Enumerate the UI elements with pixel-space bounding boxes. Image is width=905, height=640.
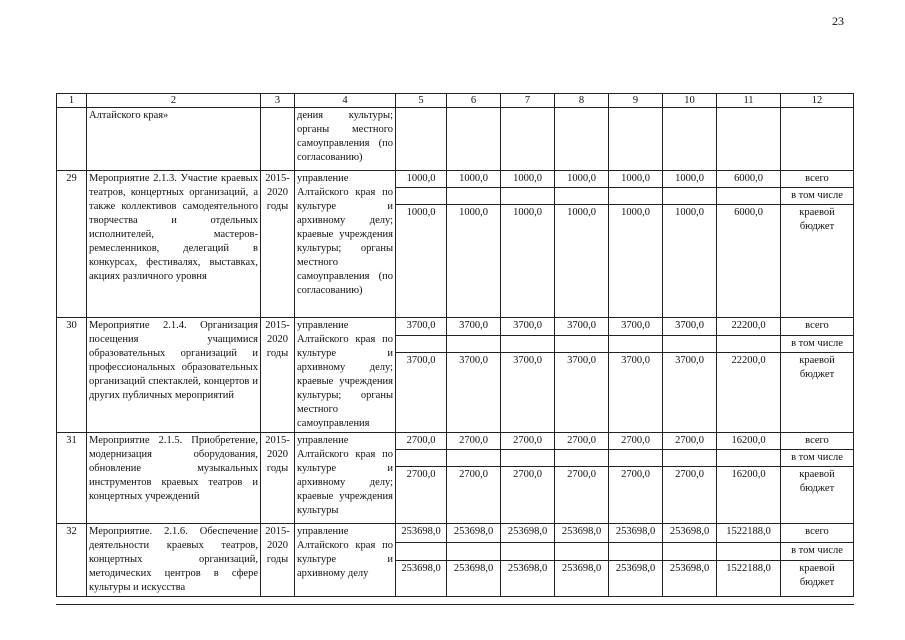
total-value-cell: 3700,0 (447, 318, 501, 336)
header-cell: 4 (295, 94, 396, 108)
empty-cell (501, 108, 555, 171)
measure-years: 2015-2020 годы (261, 171, 295, 318)
total-value-cell: 2700,0 (396, 433, 447, 450)
total-value-cell: 3700,0 (663, 318, 717, 336)
measure-executor: управление Алтайского края по культуре и архивному делу; краевые учреждения культуры (295, 433, 396, 524)
bottom-rule (56, 604, 854, 605)
measure-executor: управление Алтайского края по культуре и архивному делу; краевые учреждения культуры; органы местного самоуправления (295, 318, 396, 433)
total-value-cell: 6000,0 (717, 171, 781, 188)
measure-row-total (57, 318, 854, 336)
header-cell: 6 (447, 94, 501, 108)
empty-cell (609, 335, 663, 353)
including-label: в том числе (781, 542, 854, 561)
measure-executor: управление Алтайского края по культуре и архивному делу; краевые учреждения культуры; органы местного самоуправления (по согласованию) (295, 171, 396, 318)
header-cell: 11 (717, 94, 781, 108)
empty-cell (717, 450, 781, 467)
budget-value-cell: 2700,0 (396, 467, 447, 524)
total-value-cell: 2700,0 (501, 433, 555, 450)
empty-cell (781, 108, 854, 171)
empty-cell (555, 108, 609, 171)
budget-value-cell: 3700,0 (396, 353, 447, 433)
total-value-cell: 1000,0 (501, 171, 555, 188)
empty-cell (663, 335, 717, 353)
empty-cell (663, 450, 717, 467)
empty-cell (609, 188, 663, 205)
header-row (57, 94, 854, 108)
empty-cell (717, 108, 781, 171)
total-value-cell: 22200,0 (717, 318, 781, 336)
total-label: всего (781, 524, 854, 543)
total-value-cell: 253698,0 (555, 524, 609, 543)
total-value-cell: 1000,0 (396, 171, 447, 188)
total-value-cell: 3700,0 (501, 318, 555, 336)
empty-cell (501, 542, 555, 561)
empty-cell (396, 188, 447, 205)
measure-name: Мероприятие 2.1.3. Участие краевых театров, концертных организаций, а также коллективов самодеятельного творчества и отдельных исполнителей, мастеров-ремесленников, делегаций в конкурсах, фестивалях, выставках, акциях различного уровня (87, 171, 261, 318)
total-label: всего (781, 318, 854, 336)
empty-cell (663, 542, 717, 561)
empty-cell (501, 450, 555, 467)
total-value-cell: 3700,0 (396, 318, 447, 336)
total-value-cell: 2700,0 (447, 433, 501, 450)
budget-value-cell: 253698,0 (609, 561, 663, 597)
empty-cell (501, 335, 555, 353)
measure-years: 2015-2020 годы (261, 524, 295, 597)
budget-value-cell: 1000,0 (447, 205, 501, 318)
empty-cell (396, 335, 447, 353)
continuation-executor: дения культуры; органы местного самоуправления (по согласованию) (295, 108, 396, 171)
budget-label: краевой бюджет (781, 561, 854, 597)
empty-cell (609, 450, 663, 467)
budget-label: краевой бюджет (781, 353, 854, 433)
total-value-cell: 253698,0 (447, 524, 501, 543)
budget-value-cell: 2700,0 (447, 467, 501, 524)
empty-cell (717, 542, 781, 561)
budget-value-cell: 3700,0 (663, 353, 717, 433)
total-value-cell: 16200,0 (717, 433, 781, 450)
total-value-cell: 253698,0 (396, 524, 447, 543)
measure-number: 29 (57, 171, 87, 318)
budget-value-cell: 253698,0 (447, 561, 501, 597)
total-value-cell: 1522188,0 (717, 524, 781, 543)
total-value-cell: 253698,0 (609, 524, 663, 543)
budget-value-cell: 16200,0 (717, 467, 781, 524)
budget-value-cell: 253698,0 (663, 561, 717, 597)
table-body (57, 94, 854, 597)
empty-cell (717, 335, 781, 353)
header-cell: 3 (261, 94, 295, 108)
empty-cell (717, 188, 781, 205)
empty-cell (396, 450, 447, 467)
measure-number: 30 (57, 318, 87, 433)
measure-number: 31 (57, 433, 87, 524)
budget-value-cell: 1522188,0 (717, 561, 781, 597)
budget-value-cell: 3700,0 (555, 353, 609, 433)
empty-cell (609, 108, 663, 171)
including-label: в том числе (781, 450, 854, 467)
budget-value-cell: 2700,0 (501, 467, 555, 524)
empty-cell (396, 108, 447, 171)
budget-label: краевой бюджет (781, 205, 854, 318)
total-value-cell: 1000,0 (609, 171, 663, 188)
measure-name: Мероприятие. 2.1.6. Обеспечение деятельности краевых театров, концертных организаций, методических центров в сфере культуры и искусства (87, 524, 261, 597)
header-cell: 9 (609, 94, 663, 108)
continuation-years-cell (261, 108, 295, 171)
measure-number: 32 (57, 524, 87, 597)
budget-value-cell: 22200,0 (717, 353, 781, 433)
empty-cell (396, 542, 447, 561)
including-label: в том числе (781, 335, 854, 353)
continuation-name: Алтайского края» (87, 108, 261, 171)
header-cell: 8 (555, 94, 609, 108)
measure-years: 2015-2020 годы (261, 433, 295, 524)
total-value-cell: 2700,0 (555, 433, 609, 450)
empty-cell (501, 188, 555, 205)
budget-value-cell: 253698,0 (396, 561, 447, 597)
empty-cell (447, 188, 501, 205)
empty-cell (555, 335, 609, 353)
budget-value-cell: 1000,0 (663, 205, 717, 318)
budget-value-cell: 1000,0 (501, 205, 555, 318)
total-value-cell: 2700,0 (609, 433, 663, 450)
budget-value-cell: 2700,0 (555, 467, 609, 524)
total-value-cell: 253698,0 (663, 524, 717, 543)
total-value-cell: 1000,0 (663, 171, 717, 188)
empty-cell (447, 335, 501, 353)
budget-value-cell: 3700,0 (609, 353, 663, 433)
page-number: 23 (832, 14, 844, 28)
total-value-cell: 253698,0 (501, 524, 555, 543)
budget-value-cell: 1000,0 (555, 205, 609, 318)
measure-row-total (57, 171, 854, 188)
empty-cell (555, 188, 609, 205)
continuation-num-cell (57, 108, 87, 171)
including-label: в том числе (781, 188, 854, 205)
budget-value-cell: 2700,0 (609, 467, 663, 524)
empty-cell (555, 450, 609, 467)
budget-value-cell: 6000,0 (717, 205, 781, 318)
header-cell: 5 (396, 94, 447, 108)
measures-table (56, 93, 854, 597)
budget-label: краевой бюджет (781, 467, 854, 524)
measure-name: Мероприятие 2.1.5. Приобретение, модернизация оборудования, обновление музыкальных инструментов краевых театров и концертных учреждений (87, 433, 261, 524)
header-cell: 1 (57, 94, 87, 108)
total-value-cell: 1000,0 (447, 171, 501, 188)
measure-executor: управление Алтайского края по культуре и архивному делу (295, 524, 396, 597)
budget-value-cell: 3700,0 (447, 353, 501, 433)
header-cell: 10 (663, 94, 717, 108)
empty-cell (663, 188, 717, 205)
empty-cell (447, 542, 501, 561)
total-value-cell: 3700,0 (555, 318, 609, 336)
measure-row-total (57, 433, 854, 450)
header-cell: 2 (87, 94, 261, 108)
header-cell: 7 (501, 94, 555, 108)
budget-value-cell: 253698,0 (555, 561, 609, 597)
budget-value-cell: 1000,0 (396, 205, 447, 318)
budget-value-cell: 3700,0 (501, 353, 555, 433)
empty-cell (555, 542, 609, 561)
empty-cell (447, 450, 501, 467)
total-value-cell: 2700,0 (663, 433, 717, 450)
empty-cell (609, 542, 663, 561)
budget-value-cell: 1000,0 (609, 205, 663, 318)
measure-years: 2015-2020 годы (261, 318, 295, 433)
total-label: всего (781, 433, 854, 450)
total-value-cell: 3700,0 (609, 318, 663, 336)
empty-cell (663, 108, 717, 171)
empty-cell (447, 108, 501, 171)
budget-value-cell: 253698,0 (501, 561, 555, 597)
total-value-cell: 1000,0 (555, 171, 609, 188)
budget-value-cell: 2700,0 (663, 467, 717, 524)
header-cell: 12 (781, 94, 854, 108)
measure-name: Мероприятие 2.1.4. Организация посещения учащимися образовательных организаций и профессиональных образовательных организаций спектаклей, концертов и других публичных мероприятий (87, 318, 261, 433)
measure-row-total (57, 524, 854, 543)
continuation-row (57, 108, 854, 171)
total-label: всего (781, 171, 854, 188)
